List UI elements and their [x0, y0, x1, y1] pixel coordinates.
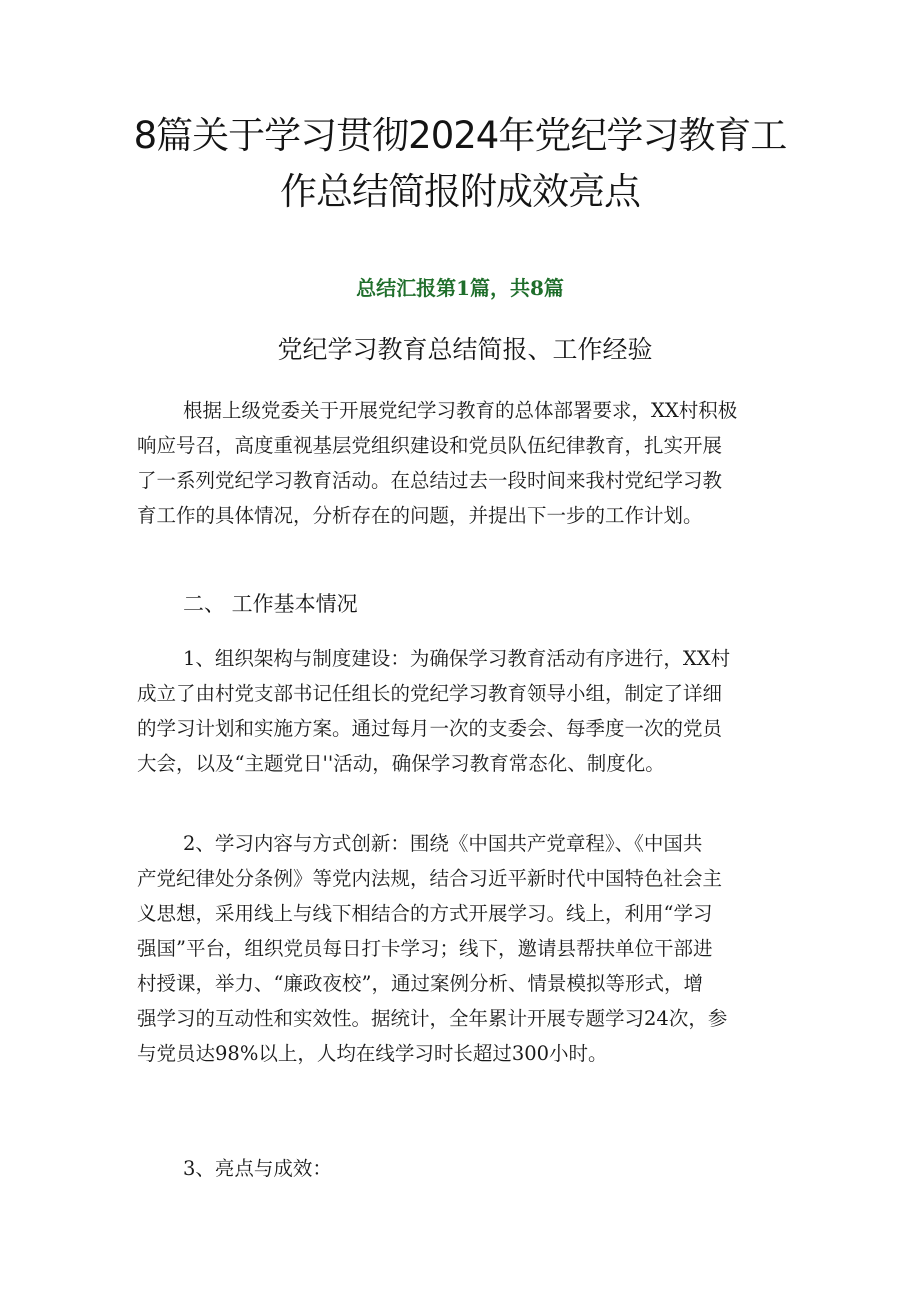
intro-line-4: 育工作的具体情况，分析存在的问题，并提出下一步的工作计划。	[137, 504, 703, 527]
intro-line-2: 响应号召，高度重视基层党组织建设和党员队伍纪律教育，扎实开展	[137, 434, 723, 457]
item-2-line-2: 产党纪律处分条例》等党内法规，结合习近平新时代中国特色社会主	[137, 867, 723, 890]
section-heading-work-situation: 二、 工作基本情况	[183, 592, 358, 616]
intro-line-1: 根据上级党委关于开展党纪学习教育的总体部署要求，XX村积极	[183, 399, 738, 422]
item-2-paragraph	[137, 826, 797, 1071]
intro-paragraph	[137, 393, 797, 533]
item-2-line-7: 与党员达98%以上，人均在线学习时长超过300小时。	[137, 1042, 608, 1065]
item-1-line-3: 的学习计划和实施方案。通过每月一次的支委会、每季度一次的党员	[137, 717, 723, 740]
series-note: 总结汇报第1篇，共8篇	[356, 276, 564, 300]
document-title-line-1: 8篇关于学习贯彻2024年党纪学习教育工	[133, 114, 787, 157]
item-2-line-1: 2、学习内容与方式创新：围绕《中国共产党章程》、《中国共	[183, 832, 703, 855]
item-2-line-5: 村授课，举力、“廉政夜校”，通过案例分析、情景模拟等形式，增	[137, 972, 703, 995]
intro-line-3: 了一系列党纪学习教育活动。在总结过去一段时间来我村党纪学习教	[137, 469, 723, 492]
document-title-line-2: 作总结简报附成效亮点	[280, 170, 640, 213]
item-1-line-4: 大会，以及“主题党日''活动，确保学习教育常态化、制度化。	[137, 752, 665, 775]
item-1-line-2: 成立了由村党支部书记任组长的党纪学习教育领导小组，制定了详细	[137, 682, 723, 705]
item-2-line-3: 义思想，采用线上与线下相结合的方式开展学习。线上，利用“学习	[137, 902, 713, 925]
section-subtitle: 党纪学习教育总结简报、工作经验	[277, 335, 653, 364]
item-1-paragraph	[137, 641, 797, 781]
item-2-line-6: 强学习的互动性和实效性。据统计，全年累计开展专题学习24次，参	[137, 1007, 728, 1030]
item-1-line-1: 1、组织架构与制度建设：为确保学习教育活动有序进行，XX村	[183, 647, 731, 670]
item-3-label: 3、亮点与成效：	[183, 1157, 332, 1180]
document-title	[120, 108, 800, 220]
item-2-line-4: 强国”平台，组织党员每日打卡学习；线下，邀请县帮扶单位干部进	[137, 937, 713, 960]
